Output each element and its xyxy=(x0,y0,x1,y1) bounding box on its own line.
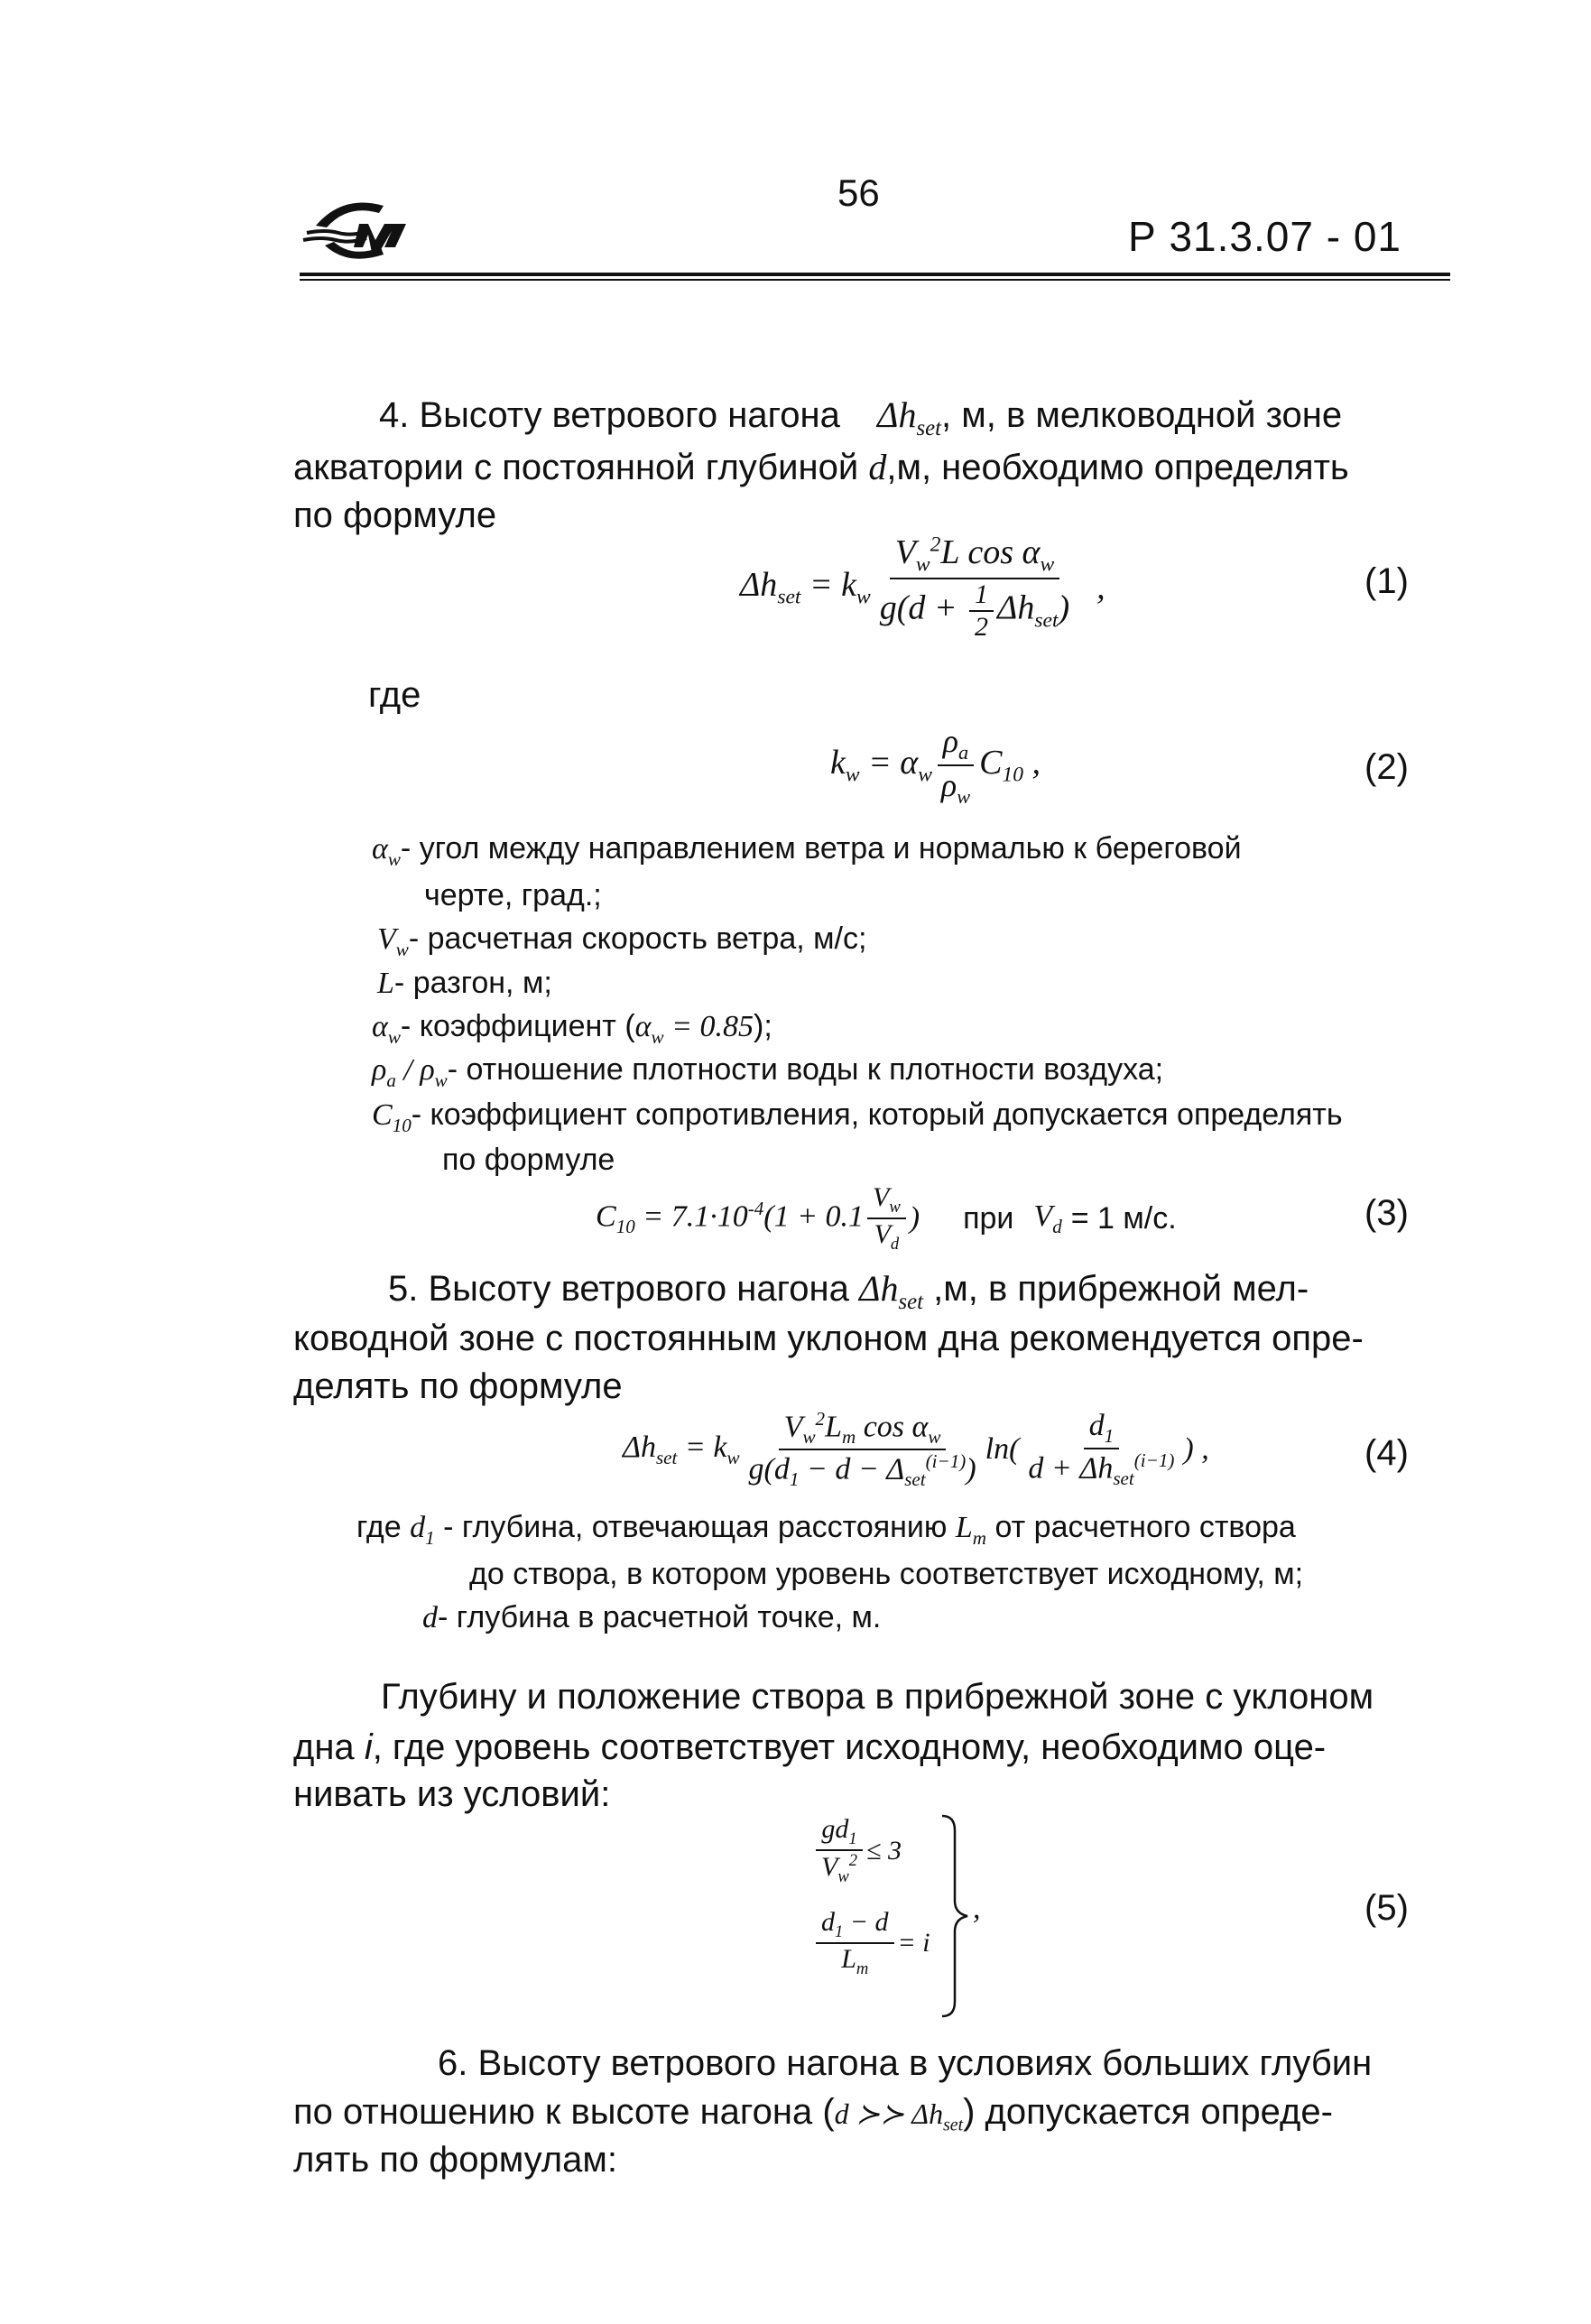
equation-5-comma: , xyxy=(973,1892,981,1925)
section5-line3: делять по формуле xyxy=(293,1366,623,1406)
def-alpha-coef: $\alpha_w-$ коэффициент $(\alpha_w = 0.85)$; xyxy=(372,1009,772,1048)
equation-5: $\frac{gd_1}{V_w^2}$ ≤ 3 $\frac{d_1 - d}{L_m}$ = i xyxy=(812,1814,930,1979)
def-c10: $C_{10}-$ коэффициент сопротивления, который допускается определять xyxy=(372,1097,1343,1136)
section6-line1: 6. Высоту ветрового нагона в условиях больших глубин xyxy=(438,2043,1373,2083)
paragraph-line2: дна i, где уровень соответствует исходному, необходимо оце- xyxy=(293,1727,1327,1767)
header-rule xyxy=(300,273,1450,276)
equation-4-label: (4) xyxy=(1364,1433,1409,1473)
header-rule-thin xyxy=(300,279,1450,281)
def-rho: $\rho_a / \rho_w-$ отношение плотности воды к плотности воздуха; xyxy=(372,1052,1164,1091)
equation-1: $\Delta h_{set} = k_w$ $V_w^2L$ $\cos \alpha_w$ g(d + $\frac{1}{2}$ $\Delta h_{set}$) , xyxy=(740,532,1105,642)
def-alpha-w: $\alpha_w-$ угол между направлением ветра и нормалью к береговой xyxy=(372,831,1242,870)
equation-3: $C_{10} = 7.1\cdot 10^{-4}(1 + 0.1$ $\frac{V_w}{V_d}$ ) при $V_d$ = 1 м/с. xyxy=(596,1182,1177,1254)
page-number: 56 xyxy=(837,171,880,214)
paragraph-line3: нивать из условий: xyxy=(293,1774,611,1814)
section4-line3: по формуле xyxy=(293,495,497,535)
section5-d-def: d- глубина в расчетной точке, м. xyxy=(422,1600,882,1634)
section5-where: где $d_1$ - глубина, отвечающая расстоянию $L_m$ от расчетного створа xyxy=(356,1510,1296,1549)
def-c10-line2: по формуле xyxy=(442,1143,615,1177)
equation-1-label: (1) xyxy=(1364,561,1409,601)
document-code: Р 31.3.07 - 01 xyxy=(1128,213,1401,260)
equation-5-label: (5) xyxy=(1364,1888,1409,1928)
def-l: L- разгон, м; xyxy=(377,966,552,1000)
section6-line3: лять по формулам: xyxy=(293,2140,617,2180)
equation-4: $\Delta h_{set} = k_w$ $\frac{V_w^2L_m \cos \alpha_w}{g(d_1 - d - \Delta_{set}^{(i-1)})}$ ln( $\frac{d_1}{d + \Delta h_{set}^{(i-1)}}$ ) , xyxy=(623,1408,1209,1491)
def-alpha-w-line2: черте, град.; xyxy=(424,878,602,912)
section5-where-line2: до створа, в котором уровень соответствует исходному, м; xyxy=(469,1557,1304,1591)
logo-icon xyxy=(298,190,424,271)
section4-line2: акватории с постоянной глубиной d,м, необходимо определять xyxy=(293,447,1349,487)
def-v-w: $V_w-$ расчетная скорость ветра, м/с; xyxy=(377,921,867,960)
equation-5-brace xyxy=(939,1812,975,2024)
where-label: где xyxy=(368,675,421,715)
section5-line2: ководной зоне с постоянным уклоном дна рекомендуется опре- xyxy=(293,1319,1364,1358)
equation-2: $k_w = \alpha_w$ $\frac{\rho_a}{\rho_w}$ $C_{10}$ , xyxy=(830,723,1041,809)
section4-line1: 4. Высоту ветрового нагона $\Delta h_{set}$, м, в мелководной зоне xyxy=(379,394,1343,440)
publisher-logo xyxy=(298,190,424,271)
paragraph-line1: Глубину и положение створа в прибрежной зоне с уклоном xyxy=(381,1677,1374,1717)
equation-2-label: (2) xyxy=(1364,747,1409,787)
section5-line1: 5. Высоту ветрового нагона $\Delta h_{set}$ ,м, в прибрежной мел- xyxy=(388,1268,1309,1314)
section6-line2: по отношению к высоте нагона (d ≻≻ $\Delta h_{set}$) допускается опреде- xyxy=(293,2092,1333,2135)
equation-3-label: (3) xyxy=(1364,1193,1409,1233)
